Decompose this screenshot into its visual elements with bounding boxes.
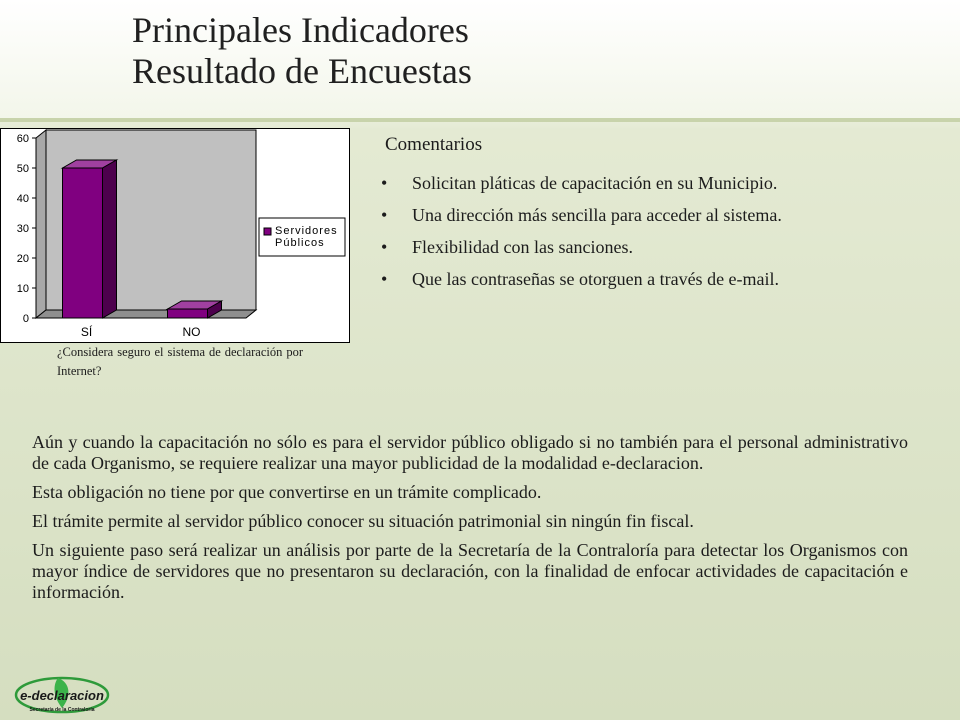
y-tick-label: 0: [22, 313, 29, 325]
x-tick-label: NO: [182, 325, 201, 339]
bullet-icon: •: [381, 205, 388, 225]
comment-item: [368, 200, 782, 232]
comments-heading: Comentarios: [385, 134, 483, 155]
comment-item: [368, 264, 782, 296]
body-paragraph: Un siguiente paso será realizar un análisis por parte de la Secretaría de la Contraloría para detectar los Organismos con mayor índice de servidores que no presentaron su declaración, con la finalidad de enfocar actividades de capacitación e información.: [32, 540, 908, 602]
y-tick-label: 20: [16, 253, 29, 265]
slide-title: [132, 10, 472, 92]
body-paragraph: Aún y cuando la capacitación no sólo es para el servidor público obligado si no también para el personal administrativo de cada Organismo, se requiere realizar una mayor publicidad de la modalidad e-declaracion.: [32, 432, 908, 473]
title-line-2: Resultado de Encuestas: [132, 51, 472, 91]
comment-item: [368, 232, 782, 264]
comment-item: [368, 168, 782, 200]
legend-label: Públicos: [275, 237, 325, 249]
bullet-icon: •: [381, 237, 388, 257]
y-tick-label: 40: [16, 193, 29, 205]
logo-subtext: Secretaría de la Contraloría: [29, 707, 95, 713]
legend-swatch: [264, 228, 271, 235]
e-declaracion-logo: [12, 674, 112, 716]
x-tick-label: SÍ: [80, 325, 93, 339]
y-tick-label: 50: [16, 163, 29, 175]
legend-label: Servidores: [275, 225, 338, 237]
body-paragraph: Esta obligación no tiene por que convertirse en un trámite complicado.: [32, 482, 542, 502]
bar: [63, 168, 103, 318]
chart-caption: ¿Considera seguro el sistema de declaración por Internet?: [57, 345, 303, 378]
logo-text: e-declaracion: [20, 688, 104, 703]
comment-text: Que las contraseñas se otorguen a través de e-mail.: [412, 269, 780, 289]
plot-side-wall: [36, 130, 46, 318]
body-text: [32, 432, 908, 611]
body-paragraph: El trámite permite al servidor público conocer su situación patrimonial sin ningún fin fiscal.: [32, 511, 694, 531]
title-divider: [0, 118, 960, 122]
y-tick-label: 60: [16, 133, 29, 145]
y-tick-label: 10: [16, 283, 29, 295]
comment-text: Una dirección más sencilla para acceder al sistema.: [412, 205, 782, 225]
title-line-1: Principales Indicadores: [132, 10, 469, 50]
bar: [168, 309, 208, 318]
bullet-icon: •: [381, 173, 388, 193]
bar-side: [103, 160, 117, 318]
comments-list: [368, 168, 782, 296]
y-tick-label: 30: [16, 223, 29, 235]
bullet-icon: •: [381, 269, 388, 289]
bar-chart: [0, 128, 350, 343]
comment-text: Flexibilidad con las sanciones.: [412, 237, 633, 257]
comment-text: Solicitan pláticas de capacitación en su Municipio.: [412, 173, 778, 193]
